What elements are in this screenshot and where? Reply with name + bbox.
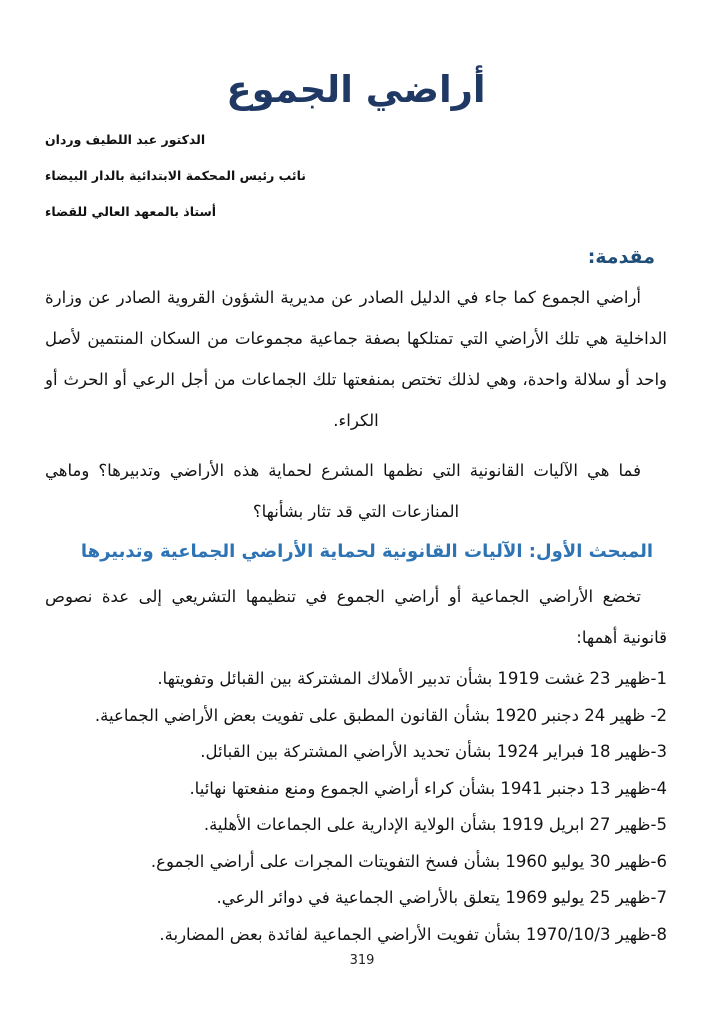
list-item: 5-ظهير 27 ابريل 1919 بشأن الولاية الإدارية على الجماعات الأهلية. [203,815,667,835]
section1-heading: المبحث الأول: الآليات القانونية لحماية الأراضي الجماعية وتدبيرها [80,541,653,563]
legal-texts-intro-paragraph: تخضع الأراضي الجماعية أو أراضي الجموع في تنظيمها التشريعي إلى عدة نصوص قانونية أهمها: [45,587,667,648]
author-title-institute: أستاذ بالمعهد العالي للقضاء [45,204,217,220]
list-item: 6-ظهير 30 يوليو 1960 بشأن فسخ التفويتات المجرات على أراضي الجموع. [150,851,667,871]
list-item: 4-ظهير 13 دجنبر 1941 بشأن كراء أراضي الجموع ومنع منفعتها نهائيا. [189,778,667,798]
page-number: 319 [349,953,375,968]
intro-paragraph: أراضي الجموع كما جاء في الدليل الصادر عن مديرية الشؤون القروية الصادر عن وزارة الداخلية هي تلك الأراضي التي تمتلكها بصفة جماعية مجموعات من السكان المنتمين لأصل واحد أو سلالة واحدة، وهي لذلك تختص بمنفعتها تلك الجماعات من أجل الرعي أو الحرث أو الكراء. [45,288,667,431]
list-item: 2- ظهير 24 دجنبر 1920 بشأن القانون المطبق على تفويت بعض الأراضي الجماعية. [94,705,667,725]
author-block [45,122,667,230]
author-title-court: نائب رئيس المحكمة الابتدائية بالدار البيضاء [45,168,306,184]
list-item: 8-ظهير 1970/10/3 بشأن تفويت الأراضي الجماعية لفائدة بعض المضاربة. [159,924,667,944]
list-item: 1-ظهير 23 غشت 1919 بشأن تدبير الأملاك المشتركة بين القبائل وتفويتها. [157,669,667,689]
intro-heading: مقدمة: [587,246,655,269]
author-name: الدكتور عبد اللطيف وردان [45,132,206,148]
questions-paragraph: فما هي الآليات القانونية التي نظمها المشرع لحماية هذه الأراضي وتدبيرها؟ وماهي المنازعات التي قد تثار بشأنها؟ [45,461,641,522]
dahir-list [45,661,667,953]
list-item: 3-ظهير 18 فبراير 1924 بشأن تحديد الأراضي المشتركة بين القبائل. [200,742,667,762]
list-item: 7-ظهير 25 يوليو 1969 يتعلق بالأراضي الجماعية في دوائر الرعي. [216,888,667,908]
page-title: أراضي الجموع [226,68,486,111]
